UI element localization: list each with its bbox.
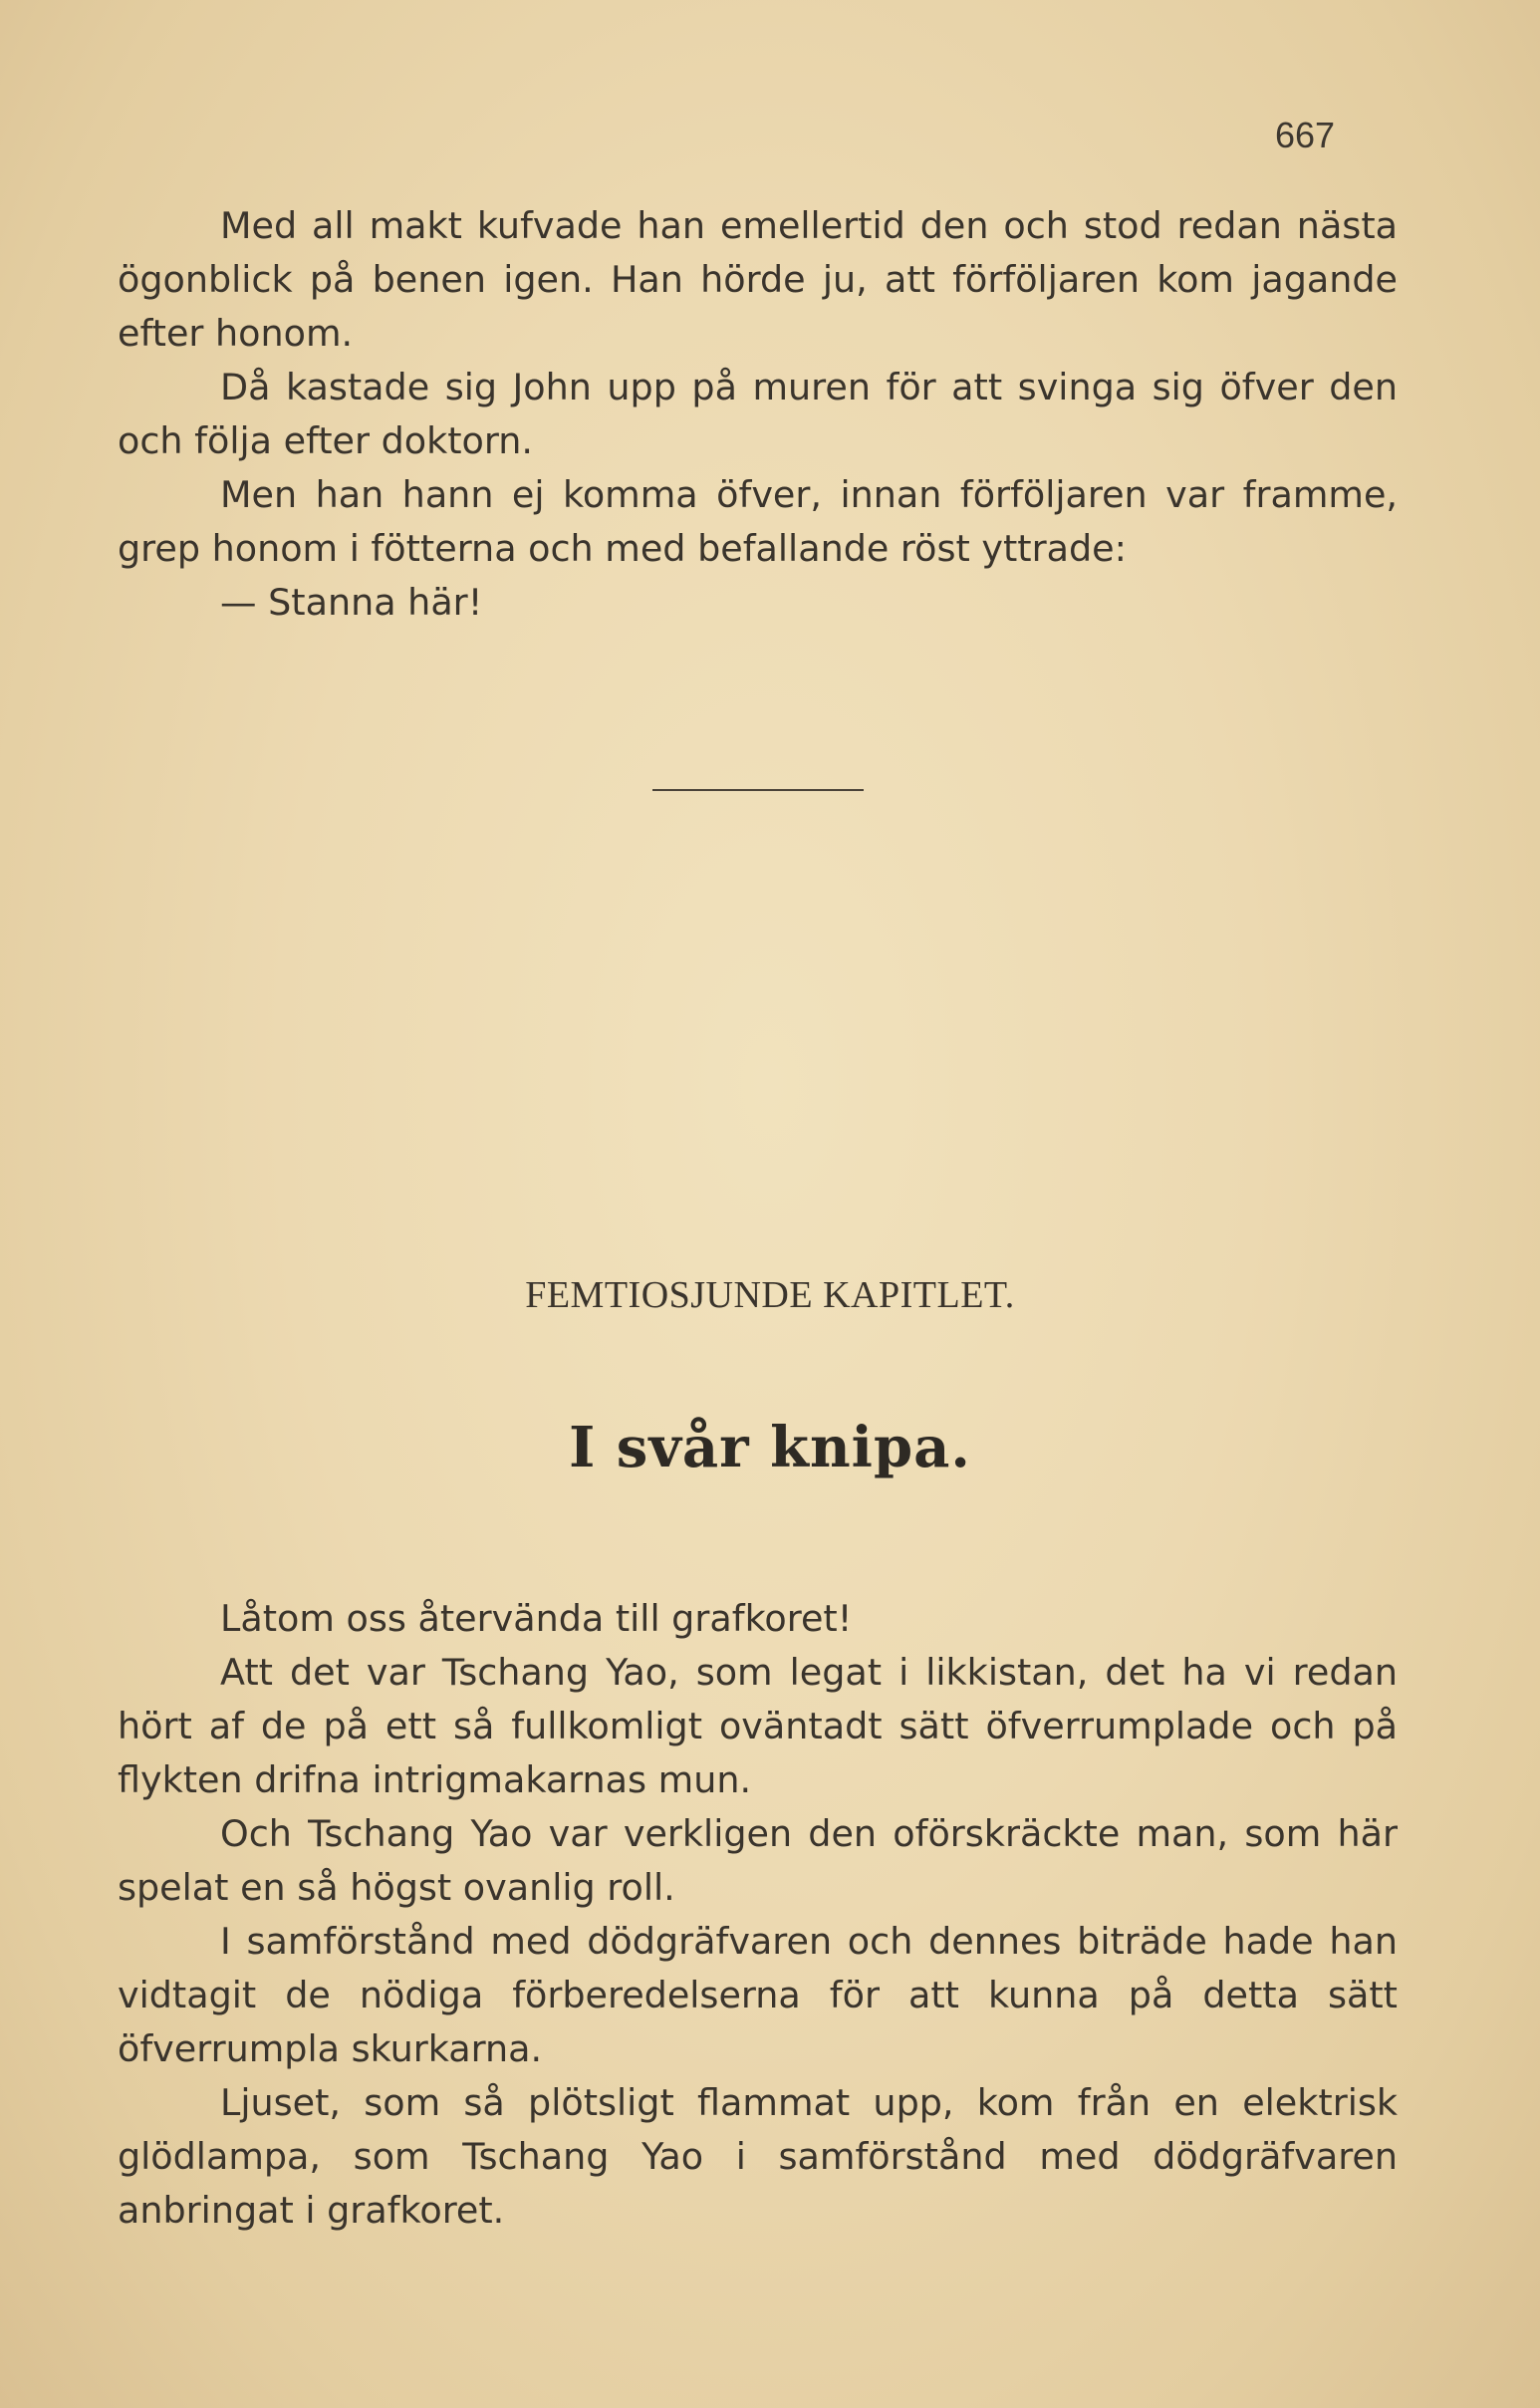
paragraph: Och Tschang Yao var verkligen den oförskräckte man, som här spelat en så högst ovanlig roll. [118,1812,1398,1909]
paragraph: Men han hann ej komma öfver, innan förföljaren var framme, grep honom i fötterna och med befallande röst yttrade: [118,473,1398,570]
paragraph: Låtom oss återvända till grafkoret! [220,1597,853,1640]
bottom-text-block [118,1592,1398,2238]
dialogue-line: — Stanna här! [220,581,483,624]
chapter-label: FEMTIOSJUNDE KAPITLET. [525,1274,1015,1316]
paragraph: Att det var Tschang Yao, som legat i likkistan, det ha vi redan hört af de på ett så fullkomligt oväntadt sätt öfverrumplade och på flykten drifna intrigmakarnas mun. [118,1651,1398,1801]
paragraph: I samförstånd med dödgräfvaren och dennes biträde hade han vidtagit de nödiga förberedelserna för att kunna på detta sätt öfverrumpla skurkarna. [118,1920,1398,2070]
paragraph: Med all makt kufvade han emellertid den och stod redan nästa ögonblick på benen igen. Han hörde ju, att förföljaren kom jagande efter honom. [118,204,1398,355]
section-divider [652,789,864,791]
page-number: 667 [1275,115,1336,155]
paragraph: Ljuset, som så plötsligt flammat upp, kom från en elektrisk glödlampa, som Tschang Yao i samförstånd med dödgräfvaren anbringat i grafkoret. [118,2081,1398,2232]
top-text-block [118,199,1398,630]
chapter-title: I svår knipa. [569,1415,971,1480]
paragraph: Då kastade sig John upp på muren för att svinga sig öfver den och följa efter doktorn. [118,366,1398,462]
